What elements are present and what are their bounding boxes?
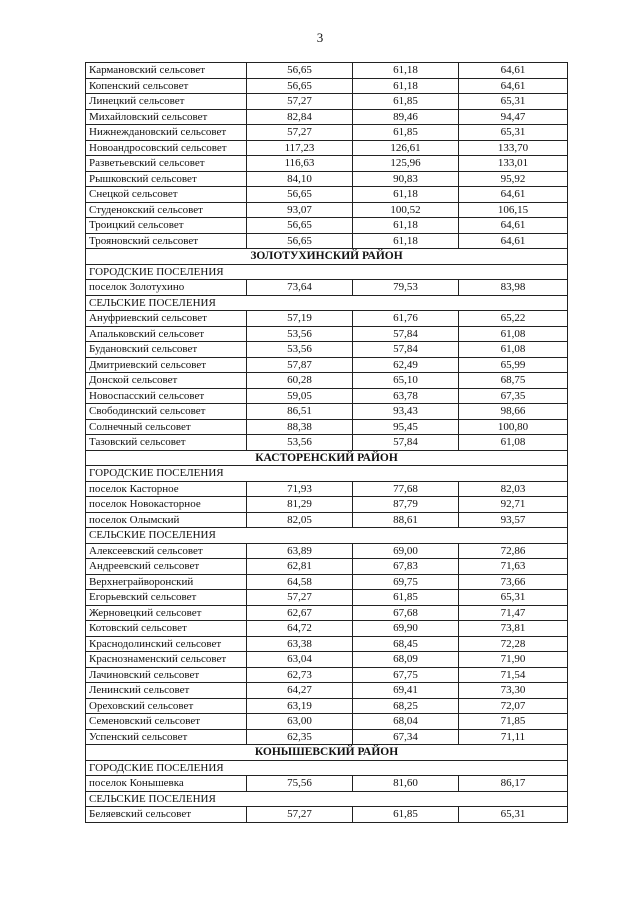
table-row [86, 574, 568, 590]
value-cell-3: 94,47 [459, 109, 568, 125]
table-row [86, 590, 568, 606]
value-cell-3: 71,63 [459, 559, 568, 575]
value-cell-2: 61,85 [353, 94, 459, 110]
value-cell-3: 73,66 [459, 574, 568, 590]
value-cell-2: 89,46 [353, 109, 459, 125]
settlement-name-cell: Ореховский сельсовет [86, 698, 247, 714]
section-name: ГОРОДСКИЕ ПОСЕЛЕНИЯ [86, 466, 568, 482]
table-row [86, 714, 568, 730]
table-row [86, 776, 568, 792]
value-cell-2: 62,49 [353, 357, 459, 373]
table-row [86, 807, 568, 823]
value-cell-2: 61,85 [353, 125, 459, 141]
value-cell-1: 56,65 [247, 233, 353, 249]
table-row [86, 543, 568, 559]
settlement-name-cell: Нижнеждановский сельсовет [86, 125, 247, 141]
value-cell-1: 73,64 [247, 280, 353, 296]
value-cell-2: 126,61 [353, 140, 459, 156]
value-cell-3: 64,61 [459, 233, 568, 249]
value-cell-1: 62,81 [247, 559, 353, 575]
value-cell-3: 71,47 [459, 605, 568, 621]
value-cell-3: 73,81 [459, 621, 568, 637]
table-row [86, 94, 568, 110]
value-cell-2: 69,75 [353, 574, 459, 590]
settlement-name-cell: Андреевский сельсовет [86, 559, 247, 575]
table-row [86, 636, 568, 652]
settlement-name-cell: Краснознаменский сельсовет [86, 652, 247, 668]
value-cell-2: 65,10 [353, 373, 459, 389]
table-row [86, 233, 568, 249]
table-row [86, 218, 568, 234]
settlement-name-cell: Новоандросовский сельсовет [86, 140, 247, 156]
value-cell-3: 72,07 [459, 698, 568, 714]
table-row [86, 667, 568, 683]
value-cell-2: 61,85 [353, 807, 459, 823]
value-cell-2: 79,53 [353, 280, 459, 296]
value-cell-3: 65,22 [459, 311, 568, 327]
value-cell-3: 95,92 [459, 171, 568, 187]
section-name: ГОРОДСКИЕ ПОСЕЛЕНИЯ [86, 760, 568, 776]
value-cell-1: 56,65 [247, 63, 353, 79]
section-name: СЕЛЬСКИЕ ПОСЕЛЕНИЯ [86, 295, 568, 311]
section-header-row [86, 466, 568, 482]
settlement-name-cell: Верхнеграйворонский [86, 574, 247, 590]
settlement-name-cell: Михайловский сельсовет [86, 109, 247, 125]
value-cell-1: 64,58 [247, 574, 353, 590]
settlement-name-cell: Разветьевский сельсовет [86, 156, 247, 172]
table-row [86, 497, 568, 513]
value-cell-3: 106,15 [459, 202, 568, 218]
table-row [86, 559, 568, 575]
settlement-name-cell: Троицкий сельсовет [86, 218, 247, 234]
section-header-row [86, 295, 568, 311]
value-cell-3: 71,54 [459, 667, 568, 683]
settlement-name-cell: Алексеевский сельсовет [86, 543, 247, 559]
value-cell-1: 57,27 [247, 807, 353, 823]
value-cell-3: 65,31 [459, 590, 568, 606]
value-cell-2: 67,68 [353, 605, 459, 621]
value-cell-1: 53,56 [247, 435, 353, 451]
value-cell-3: 73,30 [459, 683, 568, 699]
table-row [86, 342, 568, 358]
settlement-name-cell: Будановский сельсовет [86, 342, 247, 358]
value-cell-3: 61,08 [459, 435, 568, 451]
value-cell-3: 98,66 [459, 404, 568, 420]
value-cell-1: 93,07 [247, 202, 353, 218]
settlement-name-cell: поселок Новокасторное [86, 497, 247, 513]
value-cell-1: 116,63 [247, 156, 353, 172]
settlement-name-cell: Солнечный сельсовет [86, 419, 247, 435]
value-cell-2: 100,52 [353, 202, 459, 218]
value-cell-3: 83,98 [459, 280, 568, 296]
settlement-name-cell: Беляевский сельсовет [86, 807, 247, 823]
value-cell-2: 87,79 [353, 497, 459, 513]
value-cell-3: 72,28 [459, 636, 568, 652]
value-cell-3: 133,70 [459, 140, 568, 156]
value-cell-1: 75,56 [247, 776, 353, 792]
settlement-name-cell: поселок Олымский [86, 512, 247, 528]
settlement-name-cell: Донской сельсовет [86, 373, 247, 389]
value-cell-1: 63,04 [247, 652, 353, 668]
settlement-name-cell: Свободинский сельсовет [86, 404, 247, 420]
section-header-row [86, 791, 568, 807]
table-row [86, 373, 568, 389]
value-cell-1: 57,27 [247, 94, 353, 110]
value-cell-3: 64,61 [459, 187, 568, 203]
section-header-row [86, 264, 568, 280]
table-row [86, 388, 568, 404]
settlement-name-cell: Студенокский сельсовет [86, 202, 247, 218]
value-cell-2: 88,61 [353, 512, 459, 528]
district-header-row [86, 745, 568, 761]
value-cell-1: 57,27 [247, 125, 353, 141]
value-cell-2: 81,60 [353, 776, 459, 792]
settlement-name-cell: Рышковский сельсовет [86, 171, 247, 187]
value-cell-1: 56,65 [247, 78, 353, 94]
table-row [86, 63, 568, 79]
page-number: 3 [316, 30, 324, 45]
value-cell-1: 81,29 [247, 497, 353, 513]
district-name: КАСТОРЕНСКИЙ РАЙОН [86, 450, 568, 466]
value-cell-1: 88,38 [247, 419, 353, 435]
value-cell-2: 69,41 [353, 683, 459, 699]
settlement-name-cell: Снецкой сельсовет [86, 187, 247, 203]
value-cell-3: 133,01 [459, 156, 568, 172]
value-cell-2: 67,83 [353, 559, 459, 575]
settlement-name-cell: поселок Конышевка [86, 776, 247, 792]
district-name: КОНЫШЕВСКИЙ РАЙОН [86, 745, 568, 761]
table-row [86, 357, 568, 373]
value-cell-2: 63,78 [353, 388, 459, 404]
value-cell-2: 90,83 [353, 171, 459, 187]
value-cell-3: 71,85 [459, 714, 568, 730]
value-cell-1: 84,10 [247, 171, 353, 187]
section-name: СЕЛЬСКИЕ ПОСЕЛЕНИЯ [86, 528, 568, 544]
settlement-name-cell: Дмитриевский сельсовет [86, 357, 247, 373]
value-cell-3: 72,86 [459, 543, 568, 559]
value-cell-1: 62,67 [247, 605, 353, 621]
value-cell-1: 63,00 [247, 714, 353, 730]
table-row [86, 605, 568, 621]
table-row [86, 125, 568, 141]
value-cell-3: 64,61 [459, 78, 568, 94]
value-cell-1: 56,65 [247, 187, 353, 203]
value-cell-3: 65,31 [459, 125, 568, 141]
value-cell-1: 57,87 [247, 357, 353, 373]
value-cell-2: 68,04 [353, 714, 459, 730]
value-cell-1: 62,35 [247, 729, 353, 745]
value-cell-3: 67,35 [459, 388, 568, 404]
table-row [86, 698, 568, 714]
table-row [86, 404, 568, 420]
settlement-name-cell: Котовский сельсовет [86, 621, 247, 637]
value-cell-1: 57,27 [247, 590, 353, 606]
value-cell-3: 92,71 [459, 497, 568, 513]
value-cell-2: 57,84 [353, 435, 459, 451]
settlement-name-cell: Трояновский сельсовет [86, 233, 247, 249]
settlement-name-cell: Тазовский сельсовет [86, 435, 247, 451]
settlement-name-cell: Копенский сельсовет [86, 78, 247, 94]
settlement-name-cell: Успенский сельсовет [86, 729, 247, 745]
value-cell-2: 57,84 [353, 326, 459, 342]
settlement-name-cell: Краснодолинский сельсовет [86, 636, 247, 652]
section-name: СЕЛЬСКИЕ ПОСЕЛЕНИЯ [86, 791, 568, 807]
value-cell-2: 61,76 [353, 311, 459, 327]
value-cell-2: 61,18 [353, 233, 459, 249]
settlement-name-cell: Семеновский сельсовет [86, 714, 247, 730]
value-cell-1: 64,27 [247, 683, 353, 699]
value-cell-1: 53,56 [247, 342, 353, 358]
settlement-name-cell: Апальковский сельсовет [86, 326, 247, 342]
value-cell-1: 82,05 [247, 512, 353, 528]
table-row [86, 109, 568, 125]
settlement-name-cell: Линецкий сельсовет [86, 94, 247, 110]
value-cell-2: 67,75 [353, 667, 459, 683]
settlement-name-cell: Ленинский сельсовет [86, 683, 247, 699]
value-cell-1: 56,65 [247, 218, 353, 234]
value-cell-3: 93,57 [459, 512, 568, 528]
value-cell-1: 53,56 [247, 326, 353, 342]
value-cell-1: 59,05 [247, 388, 353, 404]
value-cell-3: 71,90 [459, 652, 568, 668]
settlement-name-cell: поселок Золотухино [86, 280, 247, 296]
value-cell-1: 60,28 [247, 373, 353, 389]
table-row [86, 621, 568, 637]
table-row [86, 280, 568, 296]
table-row [86, 652, 568, 668]
value-cell-1: 63,89 [247, 543, 353, 559]
table-row [86, 311, 568, 327]
value-cell-2: 61,18 [353, 187, 459, 203]
settlement-name-cell: Жерновецкий сельсовет [86, 605, 247, 621]
settlement-name-cell: поселок Касторное [86, 481, 247, 497]
value-cell-3: 61,08 [459, 326, 568, 342]
value-cell-2: 68,09 [353, 652, 459, 668]
value-cell-3: 61,08 [459, 342, 568, 358]
value-cell-3: 71,11 [459, 729, 568, 745]
value-cell-1: 86,51 [247, 404, 353, 420]
value-cell-3: 82,03 [459, 481, 568, 497]
value-cell-2: 93,43 [353, 404, 459, 420]
value-cell-1: 63,38 [247, 636, 353, 652]
value-cell-2: 69,90 [353, 621, 459, 637]
value-cell-2: 69,00 [353, 543, 459, 559]
value-cell-1: 57,19 [247, 311, 353, 327]
table-row [86, 512, 568, 528]
section-name: ГОРОДСКИЕ ПОСЕЛЕНИЯ [86, 264, 568, 280]
district-header-row [86, 249, 568, 265]
table-row [86, 326, 568, 342]
district-header-row [86, 450, 568, 466]
value-cell-1: 62,73 [247, 667, 353, 683]
value-cell-3: 65,31 [459, 807, 568, 823]
value-cell-3: 65,31 [459, 94, 568, 110]
settlement-name-cell: Кармановский сельсовет [86, 63, 247, 79]
table-row [86, 435, 568, 451]
value-cell-2: 61,18 [353, 78, 459, 94]
table-row [86, 419, 568, 435]
value-cell-2: 61,18 [353, 218, 459, 234]
value-cell-1: 71,93 [247, 481, 353, 497]
value-cell-2: 68,45 [353, 636, 459, 652]
value-cell-3: 86,17 [459, 776, 568, 792]
table-row [86, 187, 568, 203]
value-cell-1: 117,23 [247, 140, 353, 156]
settlement-name-cell: Егорьевский сельсовет [86, 590, 247, 606]
value-cell-2: 95,45 [353, 419, 459, 435]
table-row [86, 202, 568, 218]
district-name: ЗОЛОТУХИНСКИЙ РАЙОН [86, 249, 568, 265]
value-cell-2: 57,84 [353, 342, 459, 358]
table-row [86, 140, 568, 156]
value-cell-1: 63,19 [247, 698, 353, 714]
value-cell-1: 64,72 [247, 621, 353, 637]
settlement-name-cell: Новоспасский сельсовет [86, 388, 247, 404]
value-cell-3: 68,75 [459, 373, 568, 389]
table-row [86, 481, 568, 497]
value-cell-3: 64,61 [459, 218, 568, 234]
value-cell-3: 65,99 [459, 357, 568, 373]
settlement-name-cell: Ануфриевский сельсовет [86, 311, 247, 327]
table-row [86, 78, 568, 94]
value-cell-3: 64,61 [459, 63, 568, 79]
value-cell-1: 82,84 [247, 109, 353, 125]
table-row [86, 171, 568, 187]
section-header-row [86, 760, 568, 776]
table-row [86, 683, 568, 699]
value-cell-3: 100,80 [459, 419, 568, 435]
value-cell-2: 67,34 [353, 729, 459, 745]
tariff-table [85, 62, 568, 823]
table-row [86, 729, 568, 745]
value-cell-2: 125,96 [353, 156, 459, 172]
settlement-name-cell: Лачиновский сельсовет [86, 667, 247, 683]
value-cell-2: 77,68 [353, 481, 459, 497]
value-cell-2: 68,25 [353, 698, 459, 714]
value-cell-2: 61,18 [353, 63, 459, 79]
table-row [86, 156, 568, 172]
value-cell-2: 61,85 [353, 590, 459, 606]
section-header-row [86, 528, 568, 544]
